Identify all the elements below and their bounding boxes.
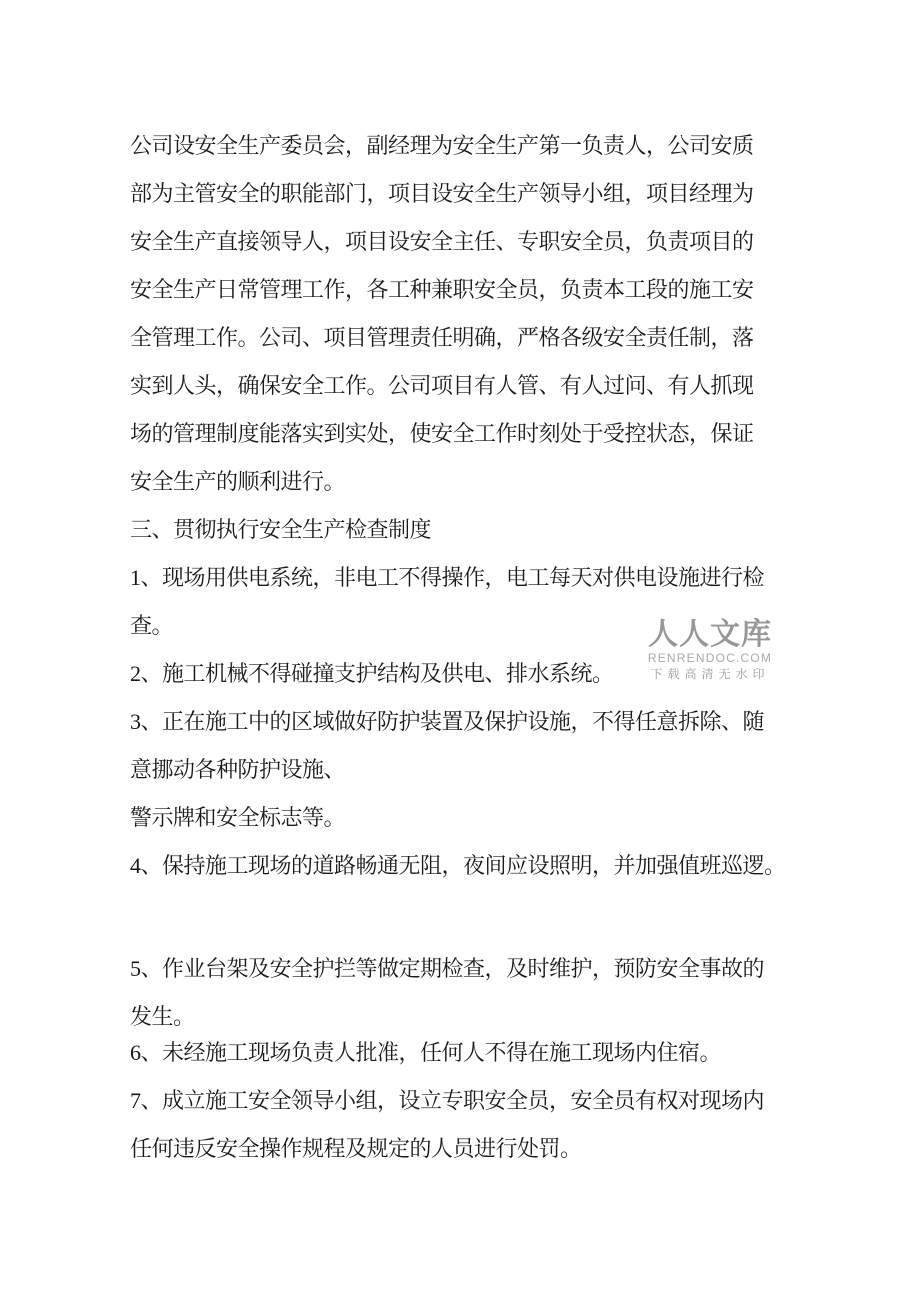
text-line: 查。 (130, 613, 174, 638)
text-line: 2、施工机械不得碰撞支护结构及供电、排水系统。 (130, 661, 614, 686)
text-line: 6、未经施工现场负责人批准，任何人不得在施工现场内住宿。 (130, 1040, 722, 1065)
text-line: 5、作业台架及安全护拦等做定期检查，及时维护，预防安全事故的 (130, 956, 765, 981)
text-line: 4、保持施工现场的道路畅通无阻，夜间应设照明，并加强值班巡逻。 (130, 853, 786, 878)
text-line: 警示牌和安全标志等。 (130, 805, 346, 830)
text-line: 全管理工作。公司、项目管理责任明确，严格各级安全责任制，落 (130, 325, 754, 350)
text-line: 部为主管安全的职能部门，项目设安全生产领导小组，项目经理为 (130, 181, 754, 206)
text-line: 场的管理制度能落实到实处，使安全工作时刻处于受控状态，保证 (130, 421, 754, 446)
text-line: 三、贯彻执行安全生产检查制度 (130, 517, 432, 542)
text-line: 任何违反安全操作规程及规定的人员进行处罚。 (130, 1136, 582, 1161)
text-line: 发生。 (130, 1004, 195, 1029)
text-line: 安全生产直接领导人，项目设安全主任、专职安全员，负责项目的 (130, 229, 754, 254)
text-line: 意挪动各种防护设施、 (130, 757, 346, 782)
watermark-domain-text: RENRENDOC.COM (647, 651, 773, 665)
text-line: 公司设安全生产委员会，副经理为安全生产第一负责人，公司安质 (130, 133, 754, 158)
watermark-tagline-text: 下载高清无水印 (650, 667, 770, 681)
text-line: 3、正在施工中的区域做好防护装置及保护设施，不得任意拆除、随 (130, 709, 765, 734)
text-line: 安全生产的顺利进行。 (130, 469, 346, 494)
text-line: 7、成立施工安全领导小组，设立专职安全员，安全员有权对现场内 (130, 1088, 765, 1113)
text-line: 实到人头，确保安全工作。公司项目有人管、有人过问、有人抓现 (130, 373, 754, 398)
text-line: 安全生产日常管理工作，各工种兼职安全员，负责本工段的施工安 (130, 277, 754, 302)
text-line: 1、现场用供电系统，非电工不得操作，电工每天对供电设施进行检 (130, 565, 765, 590)
watermark (645, 619, 775, 681)
watermark-logo-text: 人人文库 (648, 618, 772, 651)
